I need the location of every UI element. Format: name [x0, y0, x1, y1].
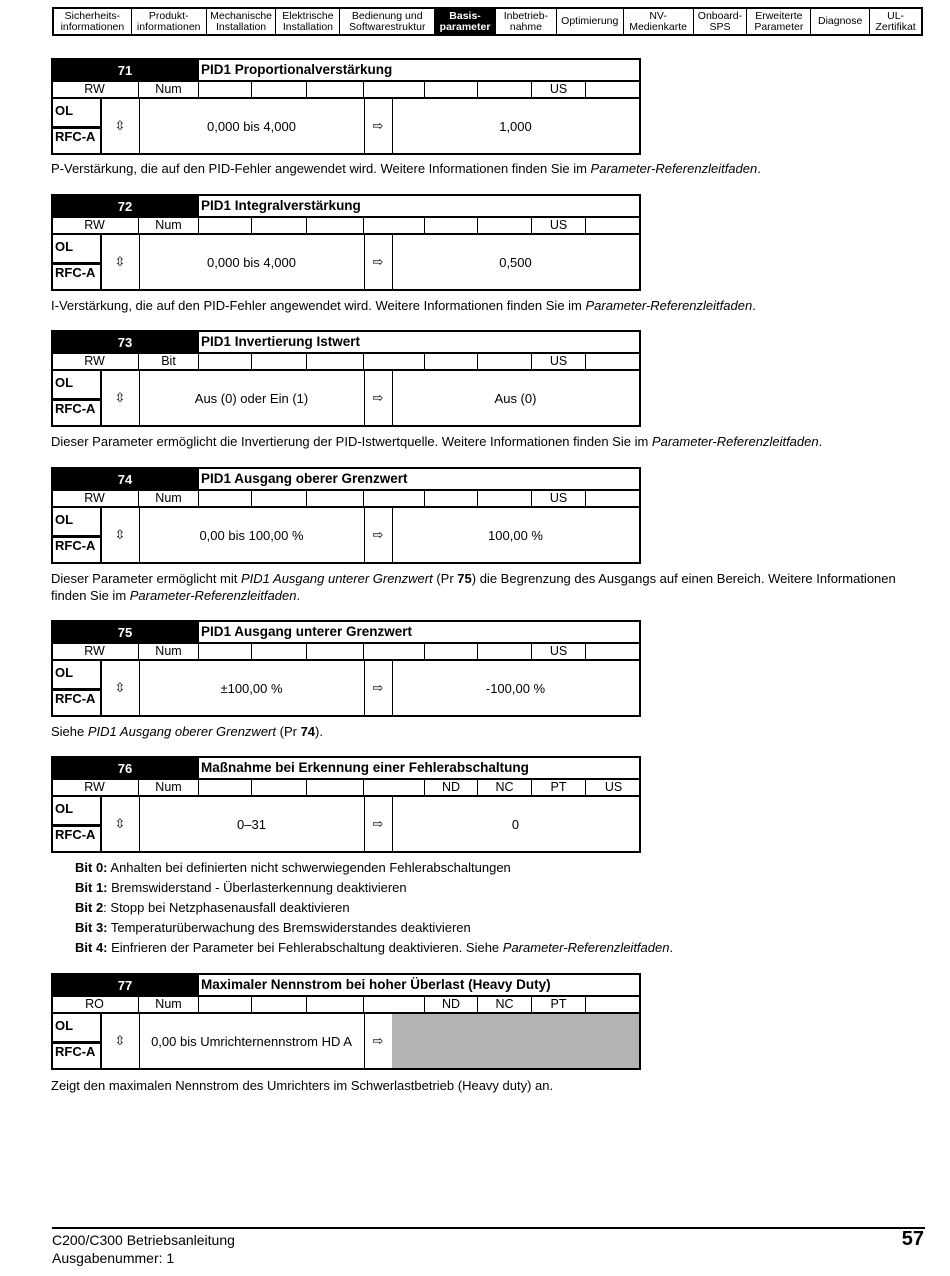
bit-label: Bit 1: — [75, 880, 108, 895]
attribute-cell: NC — [478, 780, 532, 797]
attribute-cell — [586, 491, 641, 508]
attribute-cell — [307, 780, 364, 797]
attribute-cell — [199, 780, 252, 797]
parameter-table-72 — [51, 194, 641, 291]
bit-text: : Stopp bei Netzphasenausfall deaktivieren — [103, 900, 350, 915]
parameter-default: 0,500 — [499, 254, 532, 270]
attribute-cell: RW — [51, 82, 139, 99]
parameter-number-ref: 75 — [457, 571, 472, 586]
attribute-cell — [425, 491, 478, 508]
attribute-cell: Num — [139, 780, 199, 797]
attribute-cell — [425, 82, 478, 99]
mode-ol-label: OL — [55, 239, 74, 254]
parameter-number: 77 — [51, 973, 199, 997]
attribute-cell — [252, 354, 307, 371]
bit-label: Bit 3: — [75, 920, 108, 935]
parameter-default: 1,000 — [499, 118, 532, 134]
up-down-arrow-icon: ⇳ — [114, 390, 126, 405]
parameter-table-73 — [51, 330, 641, 427]
attribute-cell: RW — [51, 491, 139, 508]
attribute-cell: RO — [51, 997, 139, 1014]
attribute-cell — [364, 644, 425, 661]
parameter-range: 0,000 bis 4,000 — [207, 254, 296, 270]
parameter-number: 75 — [51, 620, 199, 644]
nav-tab[interactable]: Optimierung — [557, 9, 624, 34]
up-down-arrow-icon: ⇳ — [114, 680, 126, 695]
attribute-cell: Num — [139, 644, 199, 661]
parameter-name: PID1 Ausgang oberer Grenzwert — [199, 467, 641, 491]
attribute-cell — [586, 644, 641, 661]
chapter-navigation — [52, 7, 923, 36]
mode-ol-label: OL — [55, 375, 74, 390]
attribute-cell: RW — [51, 644, 139, 661]
description-text: I-Verstärkung, die auf den PID-Fehler angewendet wird. Weitere Informationen finden Sie im — [51, 298, 586, 313]
attribute-cell — [364, 997, 425, 1014]
attribute-cell: ND — [425, 997, 478, 1014]
attribute-cell — [199, 218, 252, 235]
page-number: 57 — [901, 1228, 924, 1250]
attribute-cell: US — [532, 354, 586, 371]
parameter-number: 76 — [51, 756, 199, 780]
attribute-cell: Num — [139, 997, 199, 1014]
attribute-cell — [307, 82, 364, 99]
attribute-cell — [364, 780, 425, 797]
attribute-cell — [425, 644, 478, 661]
description-text: Siehe — [51, 724, 88, 739]
mode-ol-label: OL — [55, 1018, 74, 1033]
attribute-cell — [199, 354, 252, 371]
attribute-cell — [478, 354, 532, 371]
attribute-cell — [586, 997, 641, 1014]
attribute-cell — [478, 218, 532, 235]
attribute-cell — [307, 491, 364, 508]
parameter-default — [392, 1014, 639, 1068]
attribute-cell: Num — [139, 82, 199, 99]
attribute-cell — [199, 491, 252, 508]
bit-text: Einfrieren der Parameter bei Fehlerabschaltung deaktivieren. Siehe — [107, 940, 503, 955]
attribute-cell: Num — [139, 491, 199, 508]
attribute-cell — [252, 491, 307, 508]
bit-text: Temperaturüberwachung des Bremswiderstandes deaktivieren — [107, 920, 471, 935]
parameter-number: 72 — [51, 194, 199, 218]
nav-tab[interactable]: Mechanische Installation — [207, 9, 277, 34]
issue-number: Ausgabenummer: 1 — [52, 1250, 175, 1266]
parameter-name: PID1 Invertierung Istwert — [199, 330, 641, 354]
nav-tab[interactable]: Basis- parameter — [435, 9, 496, 34]
mode-ol-label: OL — [55, 103, 74, 118]
footer-divider — [52, 1227, 925, 1229]
description-pr71 — [51, 160, 931, 177]
reference-guide-link: Parameter-Referenzleitfaden — [651, 434, 819, 449]
attribute-cell — [586, 82, 641, 99]
bit-label: Bit 0: — [75, 860, 108, 875]
description-text: Dieser Parameter ermöglicht mit — [51, 571, 241, 586]
right-arrow-icon: ⇨ — [372, 254, 384, 269]
attribute-cell — [364, 491, 425, 508]
description-pr73 — [51, 433, 931, 450]
attribute-cell — [252, 997, 307, 1014]
bit-item — [75, 938, 673, 958]
parameter-number: 73 — [51, 330, 199, 354]
parameter-range: 0–31 — [237, 816, 266, 832]
description-text: Zeigt den maximalen Nennstrom des Umrichters im Schwerlastbetrieb (Heavy duty) an. — [51, 1078, 554, 1093]
nav-tab[interactable]: Sicherheits- informationen — [54, 9, 132, 34]
attribute-cell — [252, 644, 307, 661]
attribute-cell — [307, 218, 364, 235]
attribute-cell — [364, 218, 425, 235]
attribute-cell — [252, 780, 307, 797]
parameter-table-76 — [51, 756, 641, 853]
nav-tab[interactable]: Produkt- informationen — [132, 9, 207, 34]
description-text: (Pr — [276, 724, 301, 739]
parameter-name: PID1 Proportionalverstärkung — [199, 58, 641, 82]
description-text: P-Verstärkung, die auf den PID-Fehler angewendet wird. Weitere Informationen finden Sie im — [51, 161, 591, 176]
description-text-end: . — [818, 434, 823, 449]
nav-tab[interactable]: NV- Medienkarte — [624, 9, 694, 34]
attribute-cell: RW — [51, 354, 139, 371]
attribute-cell: US — [532, 218, 586, 235]
description-text-end: ). — [315, 724, 323, 739]
parameter-name: Maximaler Nennstrom bei hoher Überlast (Heavy Duty) — [199, 973, 641, 997]
attribute-cell — [307, 644, 364, 661]
attribute-cell — [252, 218, 307, 235]
parameter-name: Maßnahme bei Erkennung einer Fehlerabschaltung — [199, 756, 641, 780]
bit-text-end: . — [669, 940, 674, 955]
description-pr72 — [51, 297, 931, 314]
parameter-table-75 — [51, 620, 641, 717]
attribute-cell: PT — [532, 997, 586, 1014]
description-text-end: . — [752, 298, 756, 313]
attribute-cell: RW — [51, 780, 139, 797]
attribute-cell: Bit — [139, 354, 199, 371]
parameter-range: 0,000 bis 4,000 — [207, 118, 296, 134]
reference-guide-link: Parameter-Referenzleitfaden — [502, 940, 670, 955]
attribute-cell — [478, 491, 532, 508]
attribute-cell: US — [532, 644, 586, 661]
mode-ol-label: OL — [55, 801, 74, 816]
right-arrow-icon: ⇨ — [372, 1033, 384, 1048]
parameter-table-71 — [51, 58, 641, 155]
right-arrow-icon: ⇨ — [372, 390, 384, 405]
bit-label: Bit 2 — [75, 900, 104, 915]
mode-ol-label: OL — [55, 665, 74, 680]
description-pr75 — [51, 723, 931, 740]
mode-rfc-label: RFC-A — [55, 691, 96, 706]
parameter-name: PID1 Ausgang unterer Grenzwert — [199, 620, 641, 644]
parameter-number-ref: 74 — [300, 724, 316, 739]
right-arrow-icon: ⇨ — [372, 527, 384, 542]
reference-guide-link: Parameter-Referenzleitfaden — [590, 161, 758, 176]
mode-rfc-label: RFC-A — [55, 401, 96, 416]
description-text: (Pr — [432, 571, 458, 586]
mode-rfc-label: RFC-A — [55, 538, 96, 553]
up-down-arrow-icon: ⇳ — [114, 118, 126, 133]
description-text-end: . — [296, 588, 301, 603]
parameter-number: 74 — [51, 467, 199, 491]
parameter-default: 0 — [511, 816, 520, 832]
attribute-cell: Num — [139, 218, 199, 235]
attribute-cell — [478, 82, 532, 99]
parameter-name-ref: PID1 Ausgang oberer Grenzwert — [87, 724, 276, 739]
attribute-cell — [307, 354, 364, 371]
attribute-cell: NC — [478, 997, 532, 1014]
nav-tab[interactable]: Diagnose — [811, 9, 870, 34]
parameter-range: 0,00 bis 100,00 % — [199, 527, 304, 543]
attribute-cell — [586, 354, 641, 371]
attribute-cell: ND — [425, 780, 478, 797]
manual-title: C200/C300 Betriebsanleitung — [52, 1232, 235, 1248]
mode-ol-label: OL — [55, 512, 74, 527]
nav-tab[interactable]: Bedienung und Softwarestruktur — [340, 9, 435, 34]
bit-item — [75, 898, 673, 918]
right-arrow-icon: ⇨ — [372, 816, 384, 831]
attribute-cell — [478, 644, 532, 661]
attribute-cell — [425, 354, 478, 371]
description-pr77 — [51, 1077, 931, 1094]
nav-tab[interactable]: Elektrische Installation — [276, 9, 340, 34]
mode-rfc-label: RFC-A — [55, 129, 96, 144]
parameter-name-ref: PID1 Ausgang unterer Grenzwert — [241, 571, 433, 586]
attribute-cell: PT — [532, 780, 586, 797]
parameter-name: PID1 Integralverstärkung — [199, 194, 641, 218]
parameter-range: Aus (0) oder Ein (1) — [194, 390, 309, 406]
reference-guide-link: Parameter-Referenzleitfaden — [129, 588, 297, 603]
attribute-cell — [199, 644, 252, 661]
reference-guide-link: Parameter-Referenzleitfaden — [585, 298, 753, 313]
bit-text: Anhalten bei definierten nicht schwerwiegenden Fehlerabschaltungen — [107, 860, 511, 875]
nav-tab[interactable]: Inbetrieb- nahme — [496, 9, 557, 34]
up-down-arrow-icon: ⇳ — [114, 527, 126, 542]
parameter-range: 0,00 bis Umrichternennstrom HD A — [151, 1033, 352, 1049]
attribute-cell — [425, 218, 478, 235]
bit-list-pr76 — [75, 858, 673, 958]
attribute-cell — [364, 82, 425, 99]
nav-tab[interactable]: Erweiterte Parameter — [747, 9, 811, 34]
nav-tab[interactable]: UL- Zertifikat — [875, 9, 916, 33]
attribute-cell: US — [586, 780, 641, 797]
parameter-table-77 — [51, 973, 641, 1070]
description-pr74 — [51, 570, 931, 604]
attribute-cell: US — [532, 82, 586, 99]
parameter-table-74 — [51, 467, 641, 564]
attribute-cell — [307, 997, 364, 1014]
attribute-cell — [252, 82, 307, 99]
parameter-default: Aus (0) — [494, 390, 537, 406]
bit-label: Bit 4: — [75, 940, 108, 955]
nav-tab[interactable]: Onboard- SPS — [694, 9, 748, 34]
description-text: Dieser Parameter ermöglicht die Invertierung der PID-Istwertquelle. Weitere Informationen finden Sie im — [51, 434, 652, 449]
bit-item — [75, 878, 673, 898]
attribute-cell — [199, 82, 252, 99]
parameter-number: 71 — [51, 58, 199, 82]
attribute-cell: US — [532, 491, 586, 508]
attribute-cell — [199, 997, 252, 1014]
description-text-end: . — [757, 161, 761, 176]
parameter-default: 100,00 % — [488, 527, 543, 543]
up-down-arrow-icon: ⇳ — [114, 816, 126, 831]
attribute-cell — [364, 354, 425, 371]
attribute-cell — [586, 218, 641, 235]
bit-text: Bremswiderstand - Überlasterkennung deaktivieren — [107, 880, 407, 895]
parameter-default: -100,00 % — [485, 680, 546, 696]
bit-item — [75, 858, 673, 878]
parameter-range: ±100,00 % — [220, 680, 283, 696]
right-arrow-icon: ⇨ — [372, 118, 384, 133]
right-arrow-icon: ⇨ — [372, 680, 384, 695]
mode-rfc-label: RFC-A — [55, 265, 96, 280]
attribute-cell: RW — [51, 218, 139, 235]
mode-rfc-label: RFC-A — [55, 1044, 96, 1059]
description-text: ) die Begrenzung des Ausgangs auf einen Bereich. Weitere Informationen finden Sie im — [51, 571, 896, 603]
up-down-arrow-icon: ⇳ — [114, 254, 126, 269]
mode-rfc-label: RFC-A — [55, 827, 96, 842]
up-down-arrow-icon: ⇳ — [114, 1033, 126, 1048]
bit-item — [75, 918, 673, 938]
